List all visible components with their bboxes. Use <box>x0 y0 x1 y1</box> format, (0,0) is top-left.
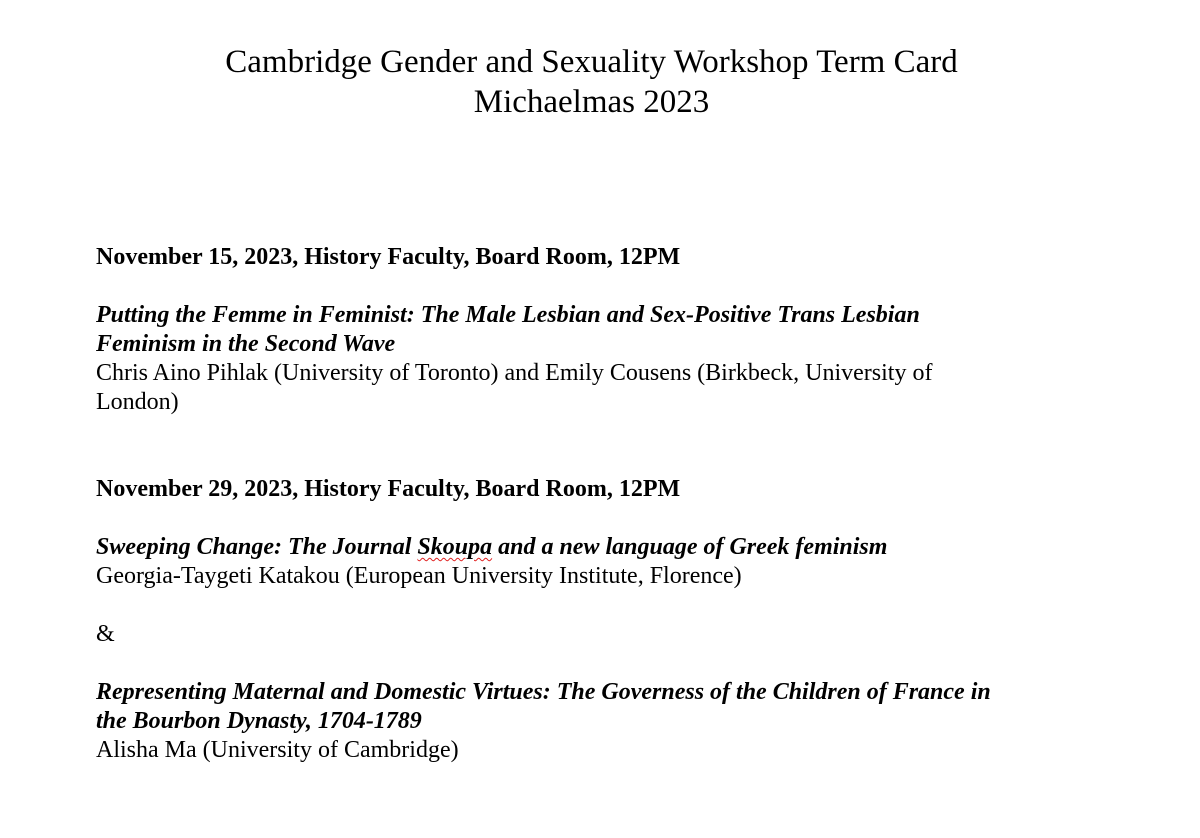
event-header: November 15, 2023, History Faculty, Board Room, 12PM <box>96 244 681 270</box>
events-list <box>96 243 1096 765</box>
talk-title-end: and a new language of Greek feminism <box>492 534 888 560</box>
talk-title <box>96 533 1096 562</box>
event-header: November 29, 2023, History Faculty, Board Room, 12PM <box>96 476 681 502</box>
title-line-1: Cambridge Gender and Sexuality Workshop Term Card <box>225 44 958 80</box>
speaker-line-1: Chris Aino Pihlak (University of Toronto) and Emily Cousens (Birkbeck, University of <box>96 360 933 386</box>
talk-title-line-1: Putting the Femme in Feminist: The Male Lesbian and Sex-Positive Trans Lesbian <box>96 302 920 328</box>
event-nov-15 <box>96 243 1096 417</box>
talk-title-start: Sweeping Change: The Journal <box>96 534 418 560</box>
talk-speakers <box>96 359 1096 417</box>
spellcheck-word[interactable]: Skoupa <box>417 534 493 560</box>
talk-title-line-2: Feminism in the Second Wave <box>96 331 396 357</box>
talk-title <box>96 678 1096 736</box>
talk-title-line-2: the Bourbon Dynasty, 1704-1789 <box>96 708 422 734</box>
event-nov-29 <box>96 475 1096 765</box>
talk-title-line-1: Representing Maternal and Domestic Virtues: The Governess of the Children of France in <box>96 679 991 705</box>
title-line-2-term: Michaelmas 2023 <box>473 84 710 120</box>
speaker-line-2: London) <box>96 389 179 415</box>
ampersand-separator: & <box>96 621 115 647</box>
talk-title <box>96 301 1096 359</box>
term-card-title <box>0 42 1183 122</box>
talk-speaker: Alisha Ma (University of Cambridge) <box>96 737 459 763</box>
talk-speaker: Georgia-Taygeti Katakou (European University Institute, Florence) <box>96 563 742 589</box>
